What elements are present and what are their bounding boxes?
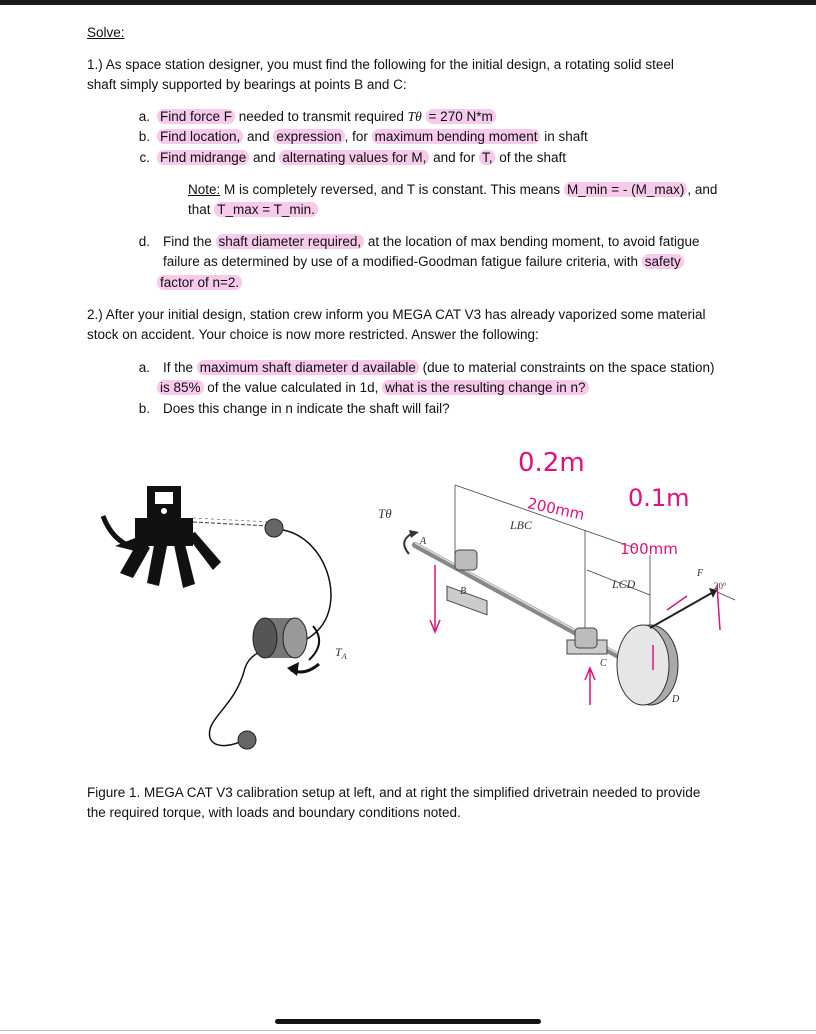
q2a-line1 bbox=[163, 359, 715, 377]
claw-icon bbox=[103, 486, 221, 588]
q1b-text-2: , for bbox=[344, 129, 372, 144]
q1b-text-1: and bbox=[243, 129, 274, 144]
angle-ref-line bbox=[717, 592, 735, 600]
q1b-label: b. bbox=[138, 129, 150, 144]
q1c-text-2: and for bbox=[429, 150, 479, 165]
q2b-text: Does this change in n indicate the shaft will fail? bbox=[163, 401, 450, 416]
q1d-line1 bbox=[163, 233, 700, 251]
q2a-label: a. bbox=[138, 360, 150, 375]
top-node-ball bbox=[265, 519, 283, 537]
q1c-label: c. bbox=[139, 150, 150, 165]
handwritten-0-2m: 0.2m bbox=[518, 448, 585, 478]
q1a-symbol: Tθ bbox=[407, 109, 422, 124]
ink-arrow-down-right bbox=[717, 585, 720, 630]
figure-caption-line1: Figure 1. MEGA CAT V3 calibration setup at left, and at right the simplified drivetrain needed to provide bbox=[87, 785, 701, 800]
note-highlight-1: M_min = - (M_max) bbox=[564, 182, 687, 197]
handwritten-200mm: 200mm bbox=[525, 494, 587, 524]
label-t-theta: Tθ bbox=[378, 506, 392, 521]
q1c-highlight-2: alternating values for M, bbox=[279, 150, 429, 165]
q1b-text bbox=[157, 128, 588, 146]
motor-icon bbox=[253, 618, 319, 676]
page-heading: Solve: bbox=[87, 25, 125, 40]
dim-line-top bbox=[455, 485, 635, 548]
q1c-highlight-3: T, bbox=[479, 150, 496, 165]
q2b-label: b. bbox=[138, 401, 150, 416]
q2a-line2 bbox=[157, 379, 589, 397]
q1c-text-3: of the shaft bbox=[495, 150, 566, 165]
label-lcd: LCD bbox=[612, 577, 636, 591]
handwritten-0-1m: 0.1m bbox=[628, 484, 690, 512]
q2a-highlight-1: maximum shaft diameter d available bbox=[197, 360, 419, 375]
label-d: D bbox=[672, 694, 680, 705]
handwritten-100mm: 100mm bbox=[620, 540, 678, 558]
q1c-text bbox=[157, 149, 566, 167]
note-line2 bbox=[188, 201, 318, 219]
q1d-highlight-1: shaft diameter required, bbox=[216, 234, 365, 249]
top-bar bbox=[0, 0, 816, 5]
tether-dashed-2 bbox=[193, 518, 270, 522]
q1d-line3 bbox=[157, 274, 242, 292]
q2-intro-line2: stock on accident. Your choice is now more restricted. Answer the following: bbox=[87, 327, 539, 342]
q1d-text-1: Find the bbox=[163, 234, 216, 249]
q1-intro-line2: shaft simply supported by bearings at points B and C: bbox=[87, 77, 407, 92]
q1a-text bbox=[157, 108, 496, 126]
note-line2-text: that bbox=[188, 202, 215, 217]
bottom-divider bbox=[0, 1030, 816, 1031]
note-heading: Note: bbox=[188, 182, 221, 197]
q1d-highlight-3: factor of n=2. bbox=[157, 275, 242, 290]
note-text-2: , and bbox=[687, 182, 718, 197]
label-c: C bbox=[600, 658, 607, 669]
q1d-label: d. bbox=[138, 234, 150, 249]
q1d-line2-text: failure as determined by use of a modified-Goodman fatigue failure criteria, with bbox=[163, 254, 642, 269]
force-f-arrow bbox=[650, 590, 717, 628]
figure-caption-line2: the required torque, with loads and boundary conditions noted. bbox=[87, 805, 461, 820]
disc-d-icon bbox=[617, 625, 678, 705]
q2a-highlight-3: what is the resulting change in n? bbox=[382, 380, 588, 395]
torque-label-ta: $T_A$ bbox=[335, 645, 347, 661]
q1c-highlight-1: Find midrange bbox=[157, 150, 249, 165]
note-line1 bbox=[188, 181, 717, 199]
q1a-highlight-1: Find force F bbox=[157, 109, 235, 124]
label-f: F bbox=[697, 568, 704, 579]
tether-dashed bbox=[193, 522, 270, 526]
q2a-highlight-2: is 85% bbox=[157, 380, 204, 395]
q1a-highlight-2: = 270 N*m bbox=[426, 109, 496, 124]
q1d-text-2: at the location of max bending moment, to avoid fatigue bbox=[364, 234, 700, 249]
q2a-text-3: of the value calculated in 1d, bbox=[203, 380, 383, 395]
bottom-node-ball bbox=[238, 731, 256, 749]
q1-intro-line1: 1.) As space station designer, you must find the following for the initial design, a rotating solid steel bbox=[87, 57, 674, 72]
home-indicator[interactable] bbox=[275, 1019, 541, 1024]
note-highlight-2: T_max = T_min. bbox=[214, 202, 318, 217]
q2a-text-2: (due to material constraints on the space station) bbox=[418, 360, 715, 375]
label-angle: 20° bbox=[714, 581, 727, 591]
q1d-line2 bbox=[163, 253, 684, 271]
note-text-1: M is completely reversed, and T is constant. This means bbox=[220, 182, 564, 197]
q1a-label: a. bbox=[138, 109, 150, 124]
q1b-highlight-3: maximum bending moment bbox=[372, 129, 541, 144]
claw-illustration bbox=[95, 478, 365, 753]
torque-label-ta-sub: A bbox=[341, 652, 347, 661]
q1c-text-1: and bbox=[249, 150, 280, 165]
label-lbc: LBC bbox=[510, 518, 533, 532]
q1b-text-3: in shaft bbox=[540, 129, 588, 144]
q1b-highlight-1: Find location, bbox=[157, 129, 243, 144]
label-b: B bbox=[460, 586, 467, 597]
torque-arrow-head bbox=[409, 530, 419, 538]
q1a-text-1: needed to transmit required bbox=[235, 109, 408, 124]
q2-intro-line1: 2.) After your initial design, station crew inform you MEGA CAT V3 has already vaporized some material bbox=[87, 307, 706, 322]
q1b-highlight-2: expression bbox=[273, 129, 344, 144]
label-a: A bbox=[420, 536, 427, 547]
q2a-text-1: If the bbox=[163, 360, 197, 375]
q1d-highlight-2: safety bbox=[642, 254, 684, 269]
